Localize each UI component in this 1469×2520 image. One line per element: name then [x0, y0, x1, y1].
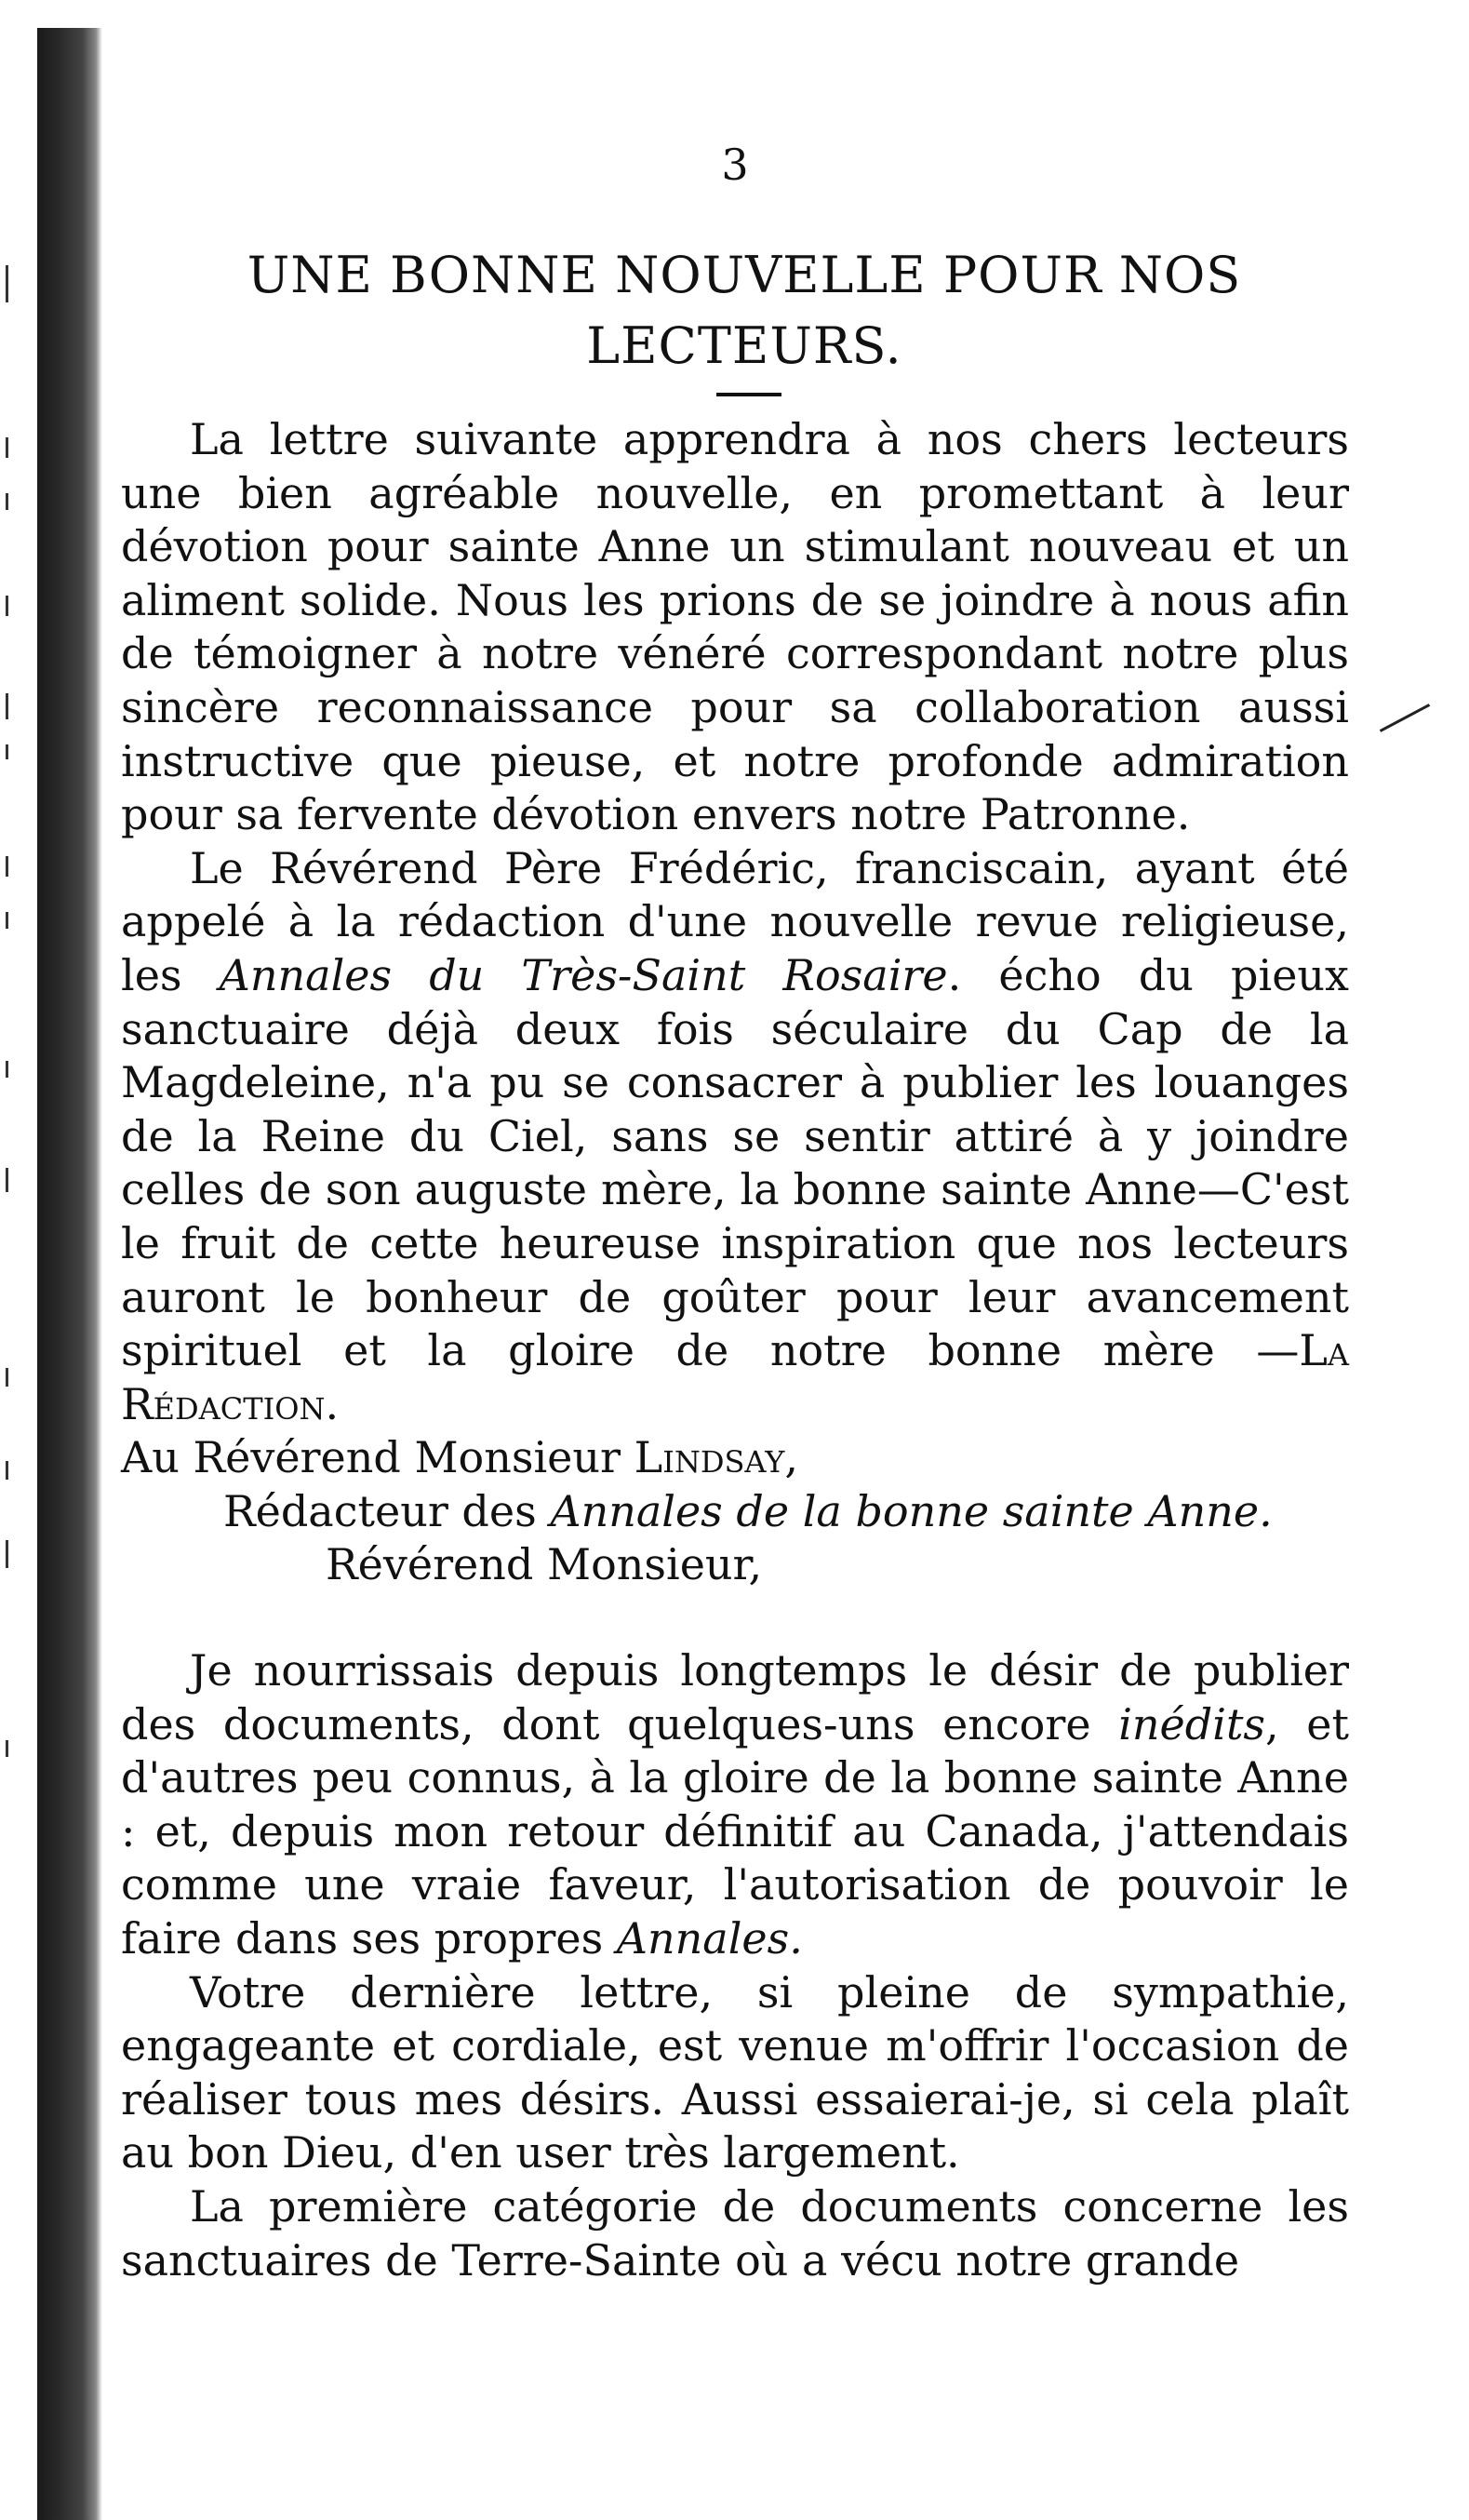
letter-recipient-role — [121, 1485, 1349, 1539]
page-number: 3 — [721, 140, 749, 190]
pencil-mark — [1380, 704, 1430, 732]
article-body — [121, 413, 1349, 2287]
document-page — [112, 0, 1358, 2520]
editor-signature: La Rédaction. — [121, 1325, 1349, 1429]
paragraph-gap — [121, 1592, 1349, 1644]
letter-address — [121, 1431, 1349, 1485]
letter-p1-italic-annales: Annales. — [616, 1913, 803, 1964]
letter-paragraph-1 — [121, 1644, 1349, 1966]
recipient-name: Lindsay, — [634, 1432, 798, 1483]
book-binding-edge — [37, 28, 102, 2520]
article-title: UNE BONNE NOUVELLE POUR NOS LECTEURS. — [247, 246, 1242, 375]
intro-paragraph-2 — [121, 842, 1349, 1432]
letter-paragraph-3: La première catégorie de documents concerne les sanctuaires de Terre-Sainte où a vécu notre grande — [121, 2181, 1349, 2285]
letter-greeting: Révérend Monsieur, — [326, 1539, 763, 1590]
title-divider — [716, 393, 781, 396]
letter-p1-text-a: Je nourrissais depuis longtemps le désir de publier des documents, dont quelques-uns encore — [121, 1645, 1349, 1749]
margin-marks — [6, 0, 24, 2520]
recipient-role-prefix: Rédacteur des — [223, 1485, 551, 1536]
letter-p1-italic-inedits: inédits — [1118, 1698, 1266, 1749]
letter-p1-text-b: , et d'autres peu connus, à la gloire de la bonne sainte Anne : et, depuis mon retour définitif au Canada, j'attendais comme une vraie faveur, l'autorisation de pouvoir le faire dans ses propres — [121, 1698, 1349, 1964]
letter-address-prefix: Au Révérend Monsieur — [121, 1432, 634, 1483]
intro-p2-text-a: Le Révérend Père Frédéric, franciscain, ayant été appelé à la rédaction d'une nouvelle revue religieuse, les — [121, 842, 1349, 1000]
journal-title-anne: Annales de la bonne sainte Anne. — [550, 1485, 1273, 1536]
intro-paragraph-1: La lettre suivante apprendra à nos chers lecteurs une bien agréable nouvelle, en promettant à leur dévotion pour sainte Anne un stimulant nouveau et un aliment solide. Nous les prions de se joindre à nous afin de témoigner à notre vénéré correspondant notre plus sincère reconnaissance pour sa collaboration aussi instructive que pieuse, et notre profonde admiration pour sa fervente dévotion envers notre Patronne. — [121, 414, 1349, 840]
intro-p2-text-b: . écho du pieux sanctuaire déjà deux fois séculaire du Cap de la Magdeleine, n'a pu se consacrer à publier les louanges de la Reine du Ciel, sans se sentir attiré à y joindre celles de son auguste mère, la bonne sainte Anne—C'est le fruit de cette heureuse inspiration que nos lecteurs auront le bonheur de goûter pour leur avancement spirituel et la gloire de notre bonne mère — — [121, 949, 1349, 1376]
letter-paragraph-2: Votre dernière lettre, si pleine de sympathie, engageante et cordiale, est venue m'offrir l'occasion de réaliser tous mes désirs. Aussi essaierai-je, si cela plaît au bon Dieu, d'en user très largement. — [121, 1966, 1349, 2178]
journal-title-rosaire: Annales du Très-Saint Rosaire — [219, 949, 948, 1000]
